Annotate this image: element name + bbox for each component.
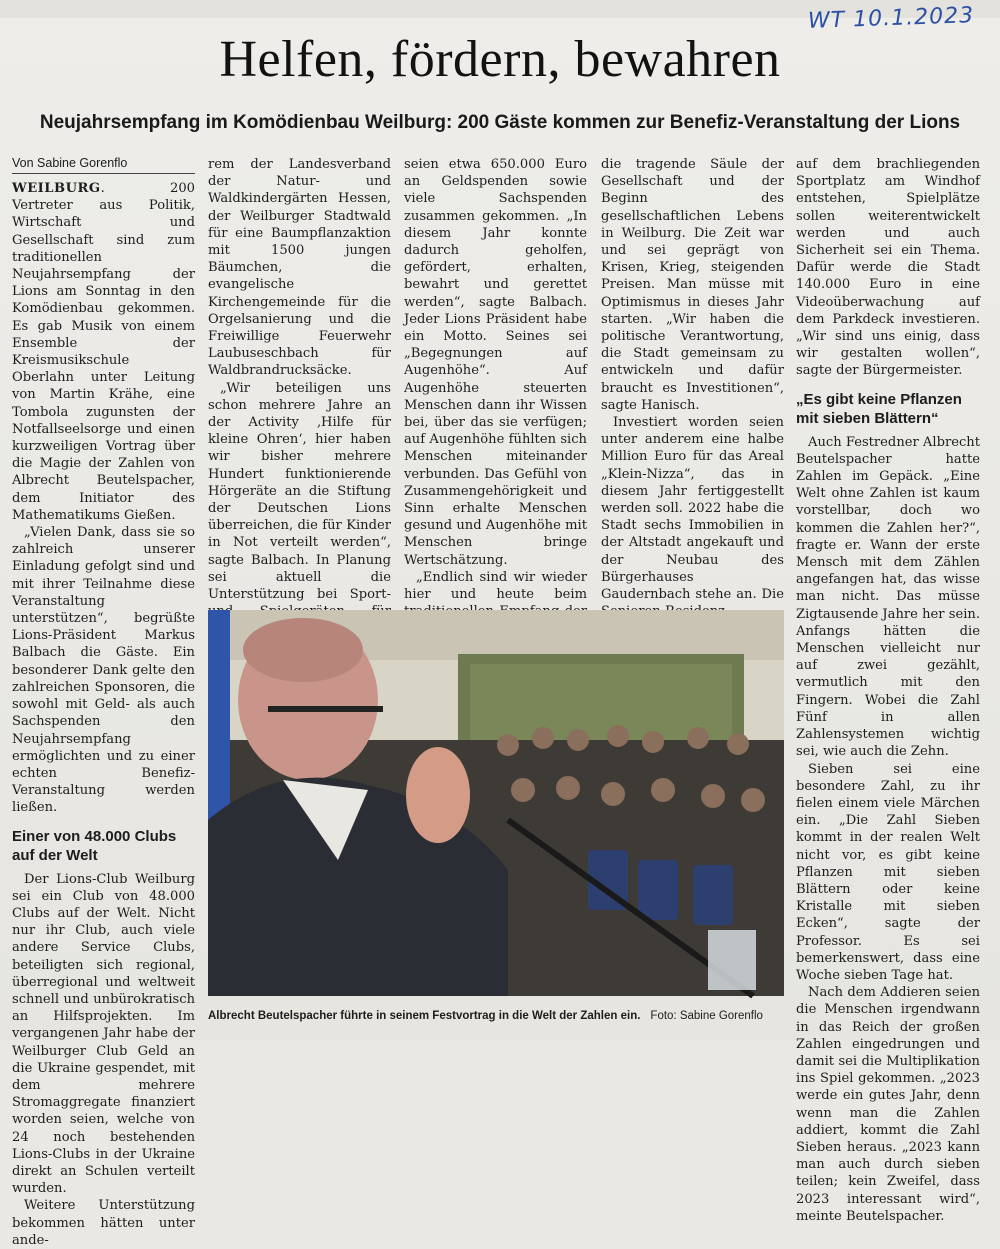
body-paragraph: „Endlich sind wir wieder hier und heute beim — [404, 569, 587, 603]
article-photo — [208, 610, 784, 996]
handwritten-date-stamp: WT 10.1.2023 — [807, 3, 975, 34]
photo-caption — [208, 1010, 788, 1022]
body-paragraph: Nach dem Addieren seien die Menschen irgendwann in das Reich der großen Zahlen eingedrungen und damit sei die Multiplikation ins Spiel gekommen. „2023 werde ein gutes Jahr, denn wenn man die Zahlen addiert, kommt die Zahl Sieben heraus. „2023 kann man auch durch sieben teilen; kein Zweifel, dass 2023 interessant wird“, meinte Beutelspacher. — [796, 985, 980, 1224]
dateline-location: WEILBURG — [12, 181, 101, 196]
body-paragraph: Auch Festredner Albrecht Beutelspacher hatte Zahlen im Gepäck. „Eine Welt ohne Zahlen ist kaum vorstellbar, doch wo kommen die Zahlen her?“, fragte er. Wann der erste Mensch mit dem Zählen angefangen hat, das wisse man nicht. Das müsse Zigtausende Jahre her sein. Anfangs hätten die Menschen vielleicht nur auf zwei gezählt, vermutlich mit den Fingern. Wobei die Zahl Fünf in allen Zahlensystemen wichtig sei, wie auch die Zehn. — [796, 434, 980, 760]
body-paragraph: die tragende Säule der Gesellschaft und der Beginn des gesellschaftlichen Lebens in Weilburg. Die Zeit war und sei geprägt von Krisen, Krieg, steigenden Preisen. Man müsse mit Optimismus in dieses Jahr starten. „Wir haben die politische Verantwortung, die Stadt gemeinsam zu entwickeln und dafür braucht es Investitionen“, sagte Hanisch. — [601, 157, 784, 413]
article-headline: Helfen, fördern, bewahren — [219, 31, 781, 88]
body-paragraph: Der Lions-Club Weilburg sei ein Club von 48.000 Clubs auf der Welt. Nicht nur ihr Club, auch viele andere Service Clubs, beteiligten sich regional, überregional und weltweit schnell und unbürokratisch an Hilfsprojekten. Im vergangenen Jahr habe der Weilburger Club Geld an die Ukraine gespendet, mit dem mehrere Stromaggregate finanziert worden seien, welche von 24 noch bestehenden Lions-Clubs in der Ukraine direkt an Schulen verteilt wurden. — [12, 871, 195, 1197]
body-paragraph: Sieben sei eine besondere Zahl, zu ihr fielen einem viele Märchen ein. „Die Zahl Sieben kommt in der realen Welt nicht vor, es gibt keine Pflanzen mit sieben Blättern oder keine Kristalle mit sieben Ecken“, sagte der Professor. Es sei bemerkenswert, dass eine Woche sieben Tage hat. — [796, 761, 980, 983]
body-paragraph: Weitere Unterstützung bekommen hätten unter ande- — [12, 1198, 195, 1248]
caption-text: Albrecht Beutelspacher führte in seinem Festvortrag in die Welt der Zahlen ein. — [208, 1010, 641, 1022]
subheading: Einer von 48.000 Clubs auf der Welt — [12, 827, 177, 864]
body-paragraph: „Wir beteiligen uns schon mehrere Jahre an der Activity ‚Hilfe für kleine Ohren‘, hier haben wir bisher mehrere Hundert funktionierende Hörgeräte an die Stiftung der Deutschen Lions überreichen, die für Kinder in Not verteilt werden“, sagte Balbach. In Planung sei aktuell die Unterstützung bei Sport- — [208, 380, 391, 603]
body-paragraph: „Vielen Dank, dass sie so zahlreich unserer Einladung gefolgt sind und mit ihrer Teilnahme diese Veranstaltung unterstützen“, begrüßte Lions-Präsident Markus Balbach die Gäste. Ein besonderer Dank gelte den zahlreichen Sponsoren, die sowohl mit Geld- als auch Sachspenden den Neujahrsempfang ermöglichten und zu einer echten Benefiz-Veranstaltung werden ließen. — [12, 525, 195, 816]
article-column-5 — [796, 156, 980, 1225]
subheading: „Es gibt keine Pflanzen mit sieben Blättern“ — [796, 390, 962, 427]
body-paragraph: seien etwa 650.000 Euro an Geldspenden sowie viele Sachspenden zusammen gekommen. „In diesem Jahr konnte dadurch geholfen, gefördert, erhalten, bewahrt und gerettet werden“, sagte Balbach. Jeder Lions Präsident habe ein Motto. Seines sei „Begegnungen auf Augenhöhe“. Auf Augenhöhe steuerten Menschen dann ihr Wissen bei, über das sie verfügen; auf Augenhöhe fühlten sich Menschen miteinander verbunden. Das Gefühl von Zusammengehörigkeit und Sinn erhalte Menschen gesund und Augenhöhe mit Menschen bringe Wertschätzung. — [404, 157, 587, 568]
photo-illustration — [208, 610, 784, 996]
body-paragraph: Investiert worden seien unter anderem eine halbe Million Euro für das Areal „Klein-Nizza“, das in diesem Jahr fertiggestellt werden soll. 2022 habe die Stadt sechs Immobilien in der Altstadt angekauft und der Neubau des Bürgerhauses Gaudernbach stehe an. Die — [601, 415, 784, 603]
photo-credit: Foto: Sabine Gorenflo — [650, 1010, 763, 1022]
body-paragraph: auf dem brachliegenden Sportplatz am Windhof entstehen, Spielplätze sollen weiterentwickelt werden und auch Sicherheit sei ein Thema. Dafür werde die Stadt 140.000 Euro in eine Videoüberwachung auf dem Parkdeck investieren. „Wir sind uns einig, dass wir gestalten wollen“, sagte der Bürgermeister. — [796, 157, 980, 379]
article-subheadline: Neujahrsempfang im Komödienbau Weilburg: 200 Gäste kommen zur Benefiz-Veranstaltung der Lions — [39, 112, 961, 133]
article-column-1 — [12, 156, 195, 1249]
byline: Von Sabine Gorenflo — [12, 156, 195, 174]
body-paragraph: rem der Landesverband der Natur- und Waldkindergärten Hessen, der Weilburger Stadtwald für eine Baumpflanzaktion mit 1500 jungen Bäumchen, die evangelische Kirchengemeinde für die Orgelsanierung und die Freiwillige Feuerwehr Laubuseschbach für Waldbrandrucksäcke. — [208, 157, 391, 379]
lead-paragraph: WEILBURG. 200 Vertreter aus Politik, Wirtschaft und Gesellschaft sind zum traditionellen Neujahrsempfang der Lions am Sonntag in den Komödienbau gekommen. Es gab Musik von einem Ensemble der Kreismusikschule Oberlahn unter Leitung von Martin Krähe, eine Tombola zugunsten der Notfallseelsorge und einen kurzweiligen Vortrag über die Magie der Zahlen von Albrecht Beutelspacher, dem Initiator des Mathematikums Gießen. — [12, 181, 195, 523]
